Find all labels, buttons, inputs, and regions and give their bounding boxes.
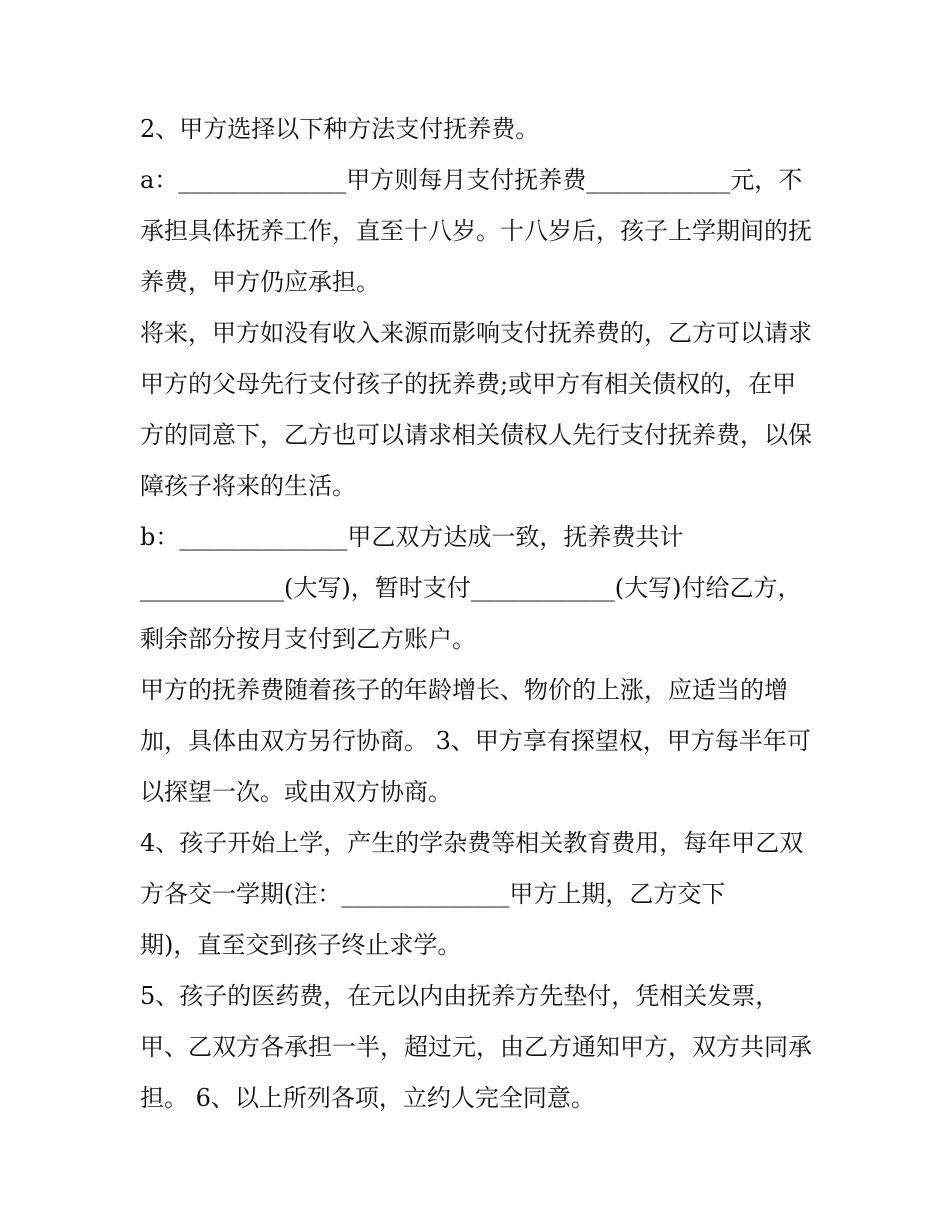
paragraph-option-b: b：______________甲乙双方达成一致，抚养费共计 ____________(大写)，暂时支付____________(大写)付给乙方，剩余部分按月支付到乙方账户。	[140, 523, 802, 653]
paragraph-medical-fees: 5、孩子的医药费，在元以内由抚养方先垫付，凭相关发票，甲、乙双方各承担一半，超过元，由乙方通知甲方，双方共同承担。 6、以上所列各项，立约人完全同意。	[140, 982, 812, 1112]
paragraph-option-a: a：______________甲方则每月支付抚养费____________元，不承担具体抚养工作，直至十八岁。十八岁后，孩子上学期间的抚养费，甲方仍应承担。	[140, 166, 812, 296]
document-body	[140, 104, 812, 1124]
paragraph-adjustment-visitation: 甲方的抚养费随着孩子的年龄增长、物价的上涨，应适当的增加，具体由双方另行协商。 3、甲方享有探望权，甲方每半年可以探望一次。或由双方协商。	[140, 676, 811, 806]
paragraph-payment-method: 2、甲方选择以下种方法支付抚养费。	[140, 115, 540, 143]
paragraph-education-fees: 4、孩子开始上学，产生的学杂费等相关教育费用，每年甲乙双方各交一学期(注：______________甲方上期，乙方交下 期)，直至交到孩子终止求学。	[140, 829, 804, 959]
paragraph-future-income: 将来，甲方如没有收入来源而影响支付抚养费的，乙方可以请求甲方的父母先行支付孩子的抚养费;或甲方有相关债权的，在甲方的同意下，乙方也可以请求相关债权人先行支付抚养费，以保障孩子将来的生活。	[140, 319, 812, 500]
